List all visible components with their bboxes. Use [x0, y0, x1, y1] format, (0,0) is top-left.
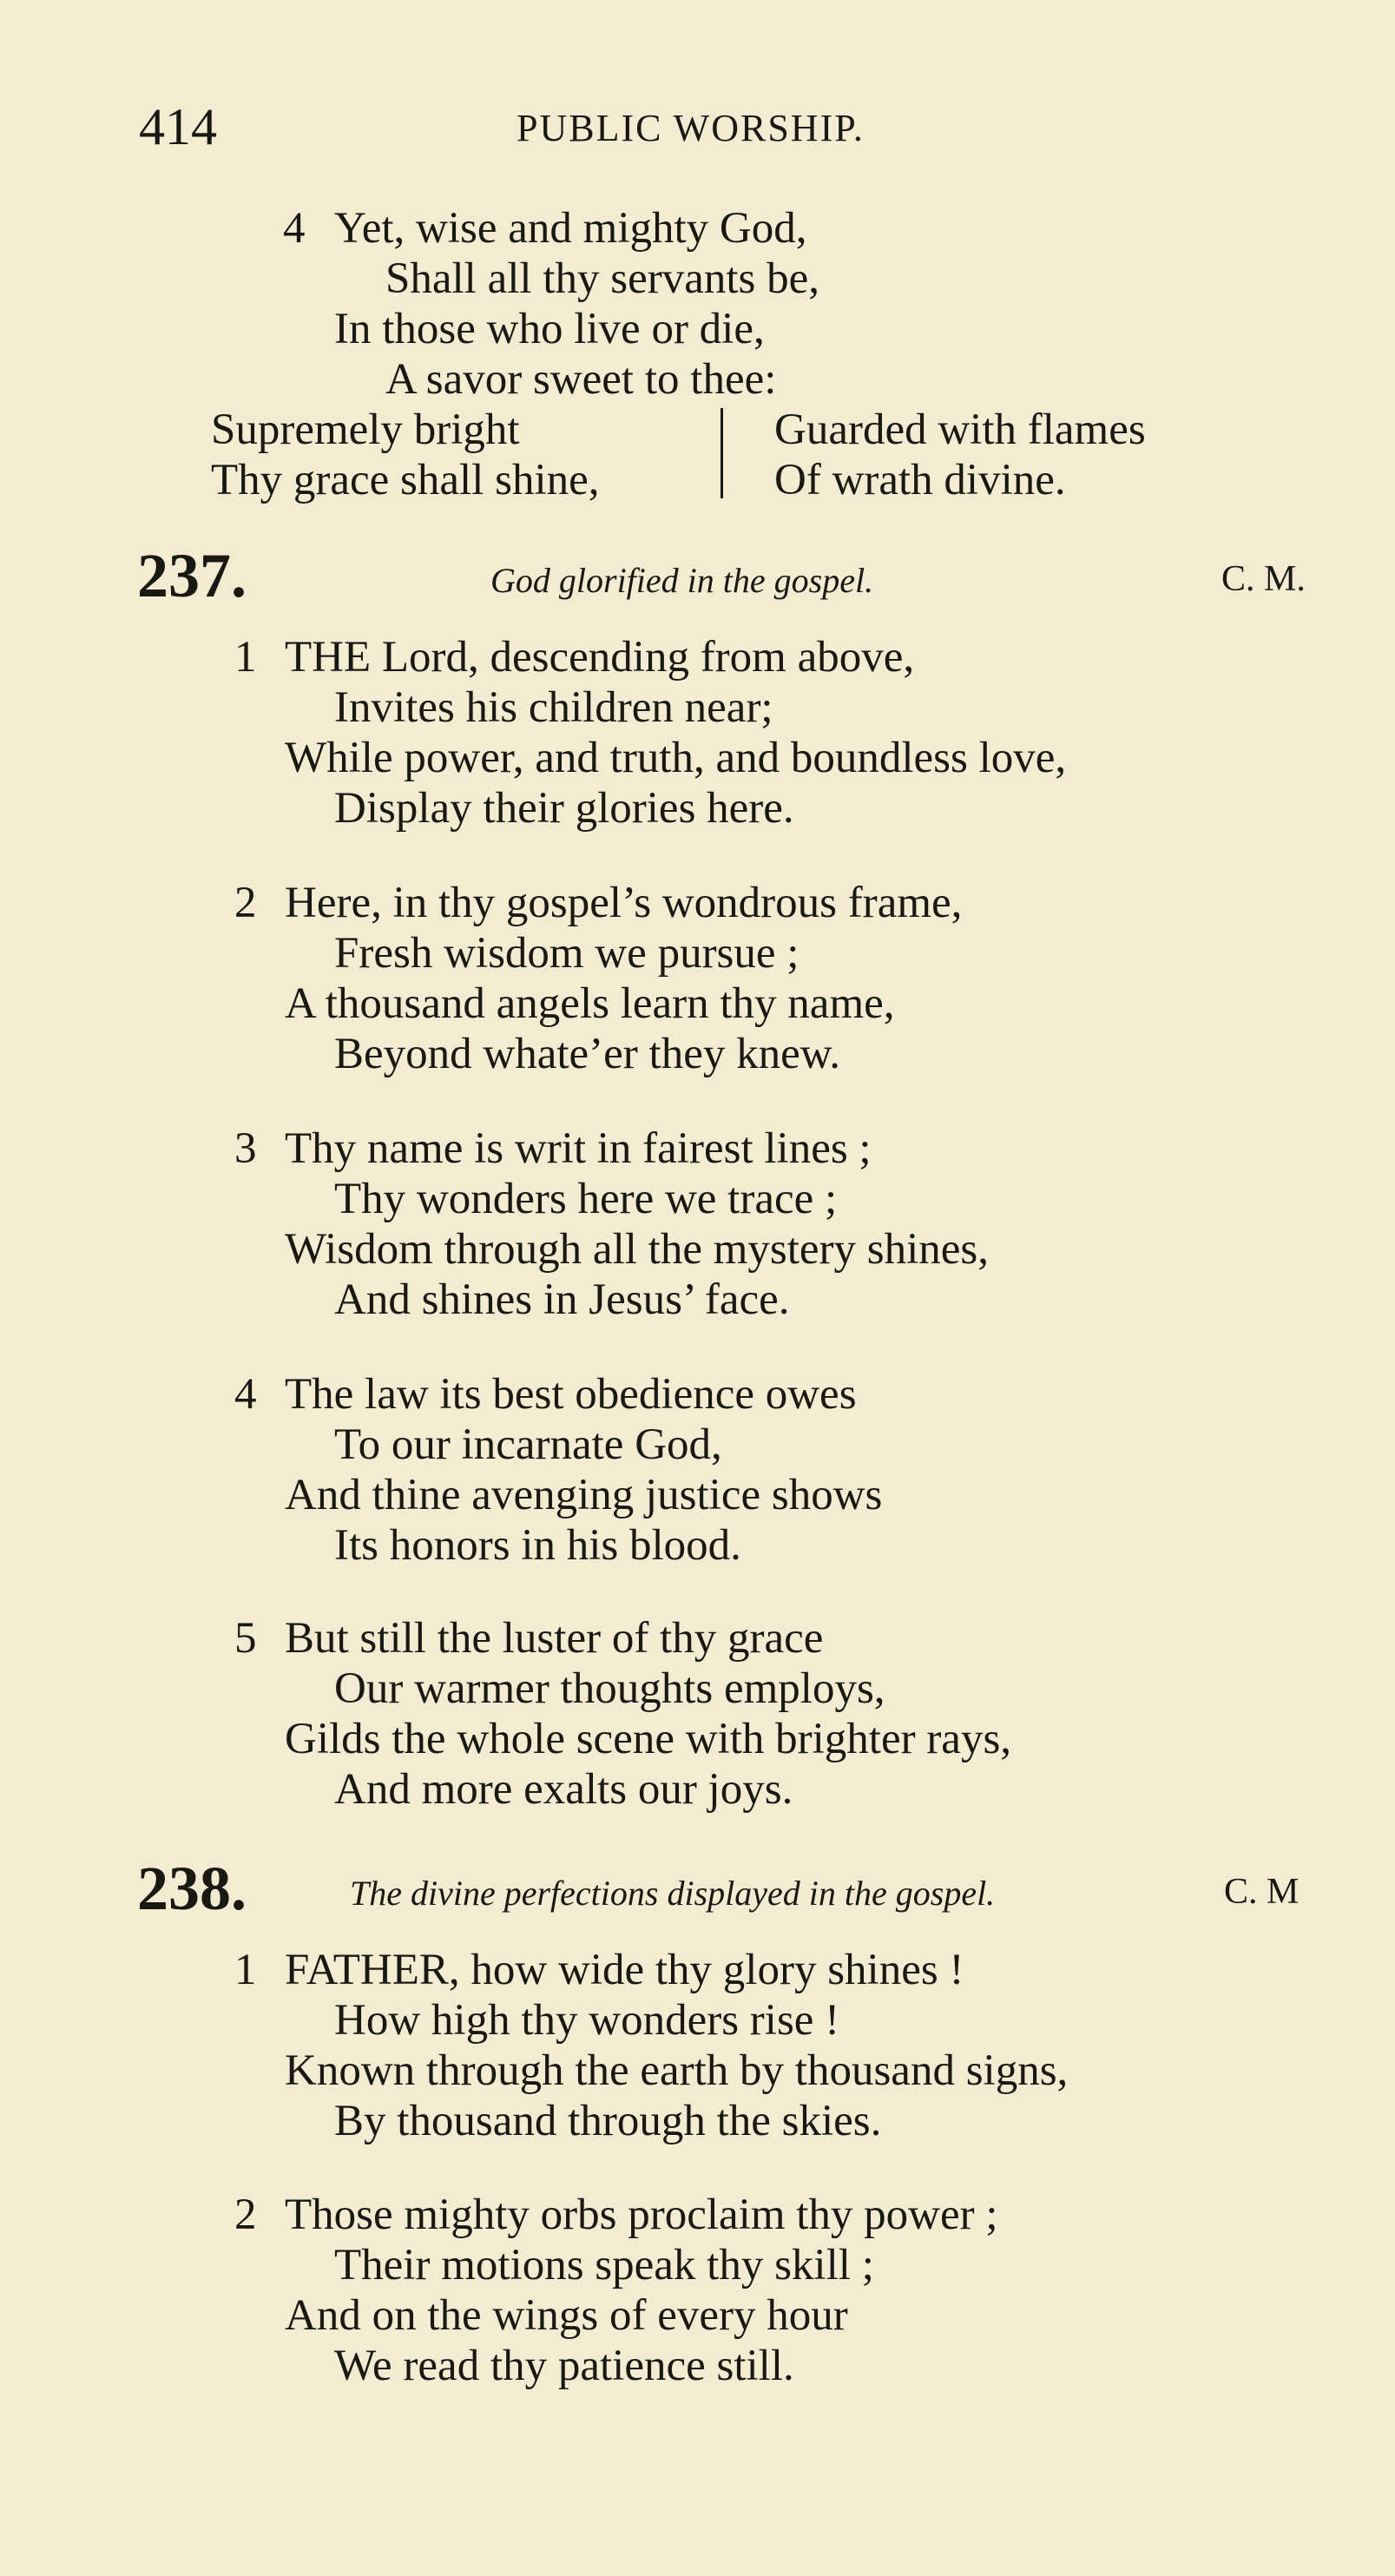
verse-line: But still the luster of thy grace [285, 1614, 824, 1663]
verse-line: Its honors in his blood. [334, 1521, 741, 1570]
verse-line: Thy name is writ in fairest lines ; [285, 1124, 872, 1173]
verse-line: By thousand through the skies. [334, 2097, 882, 2145]
verse-line: How high thy wonders rise ! [334, 1996, 840, 2045]
hymn-number: 238. [137, 1854, 247, 1923]
verse-line: Thy wonders here we trace ; [334, 1175, 838, 1223]
stanza-number: 4 [283, 204, 306, 253]
split-line-left: Thy grace shall shine, [211, 456, 600, 504]
stanza-number: 2 [234, 879, 257, 927]
verse-line: FATHER, how wide thy glory shines ! [285, 1946, 964, 1994]
running-title: PUBLIC WORSHIP. [517, 107, 865, 149]
verse-line: And more exalts our joys. [334, 1765, 793, 1814]
stanza-number: 2 [234, 2191, 257, 2239]
verse-line: The law its best obedience owes [285, 1370, 857, 1419]
split-line-right: Of wrath divine. [774, 456, 1066, 504]
verse-line: To our incarnate God, [334, 1420, 722, 1469]
stanza-number: 5 [234, 1614, 257, 1663]
verse-line: Shall all thy servants be, [385, 254, 819, 303]
hymn-title: The divine perfections displayed in the gospel. [350, 1874, 996, 1913]
verse-line: Wisdom through all the mystery shines, [285, 1225, 990, 1274]
stanza-number: 1 [234, 1946, 257, 1994]
verse-line: Beyond whate’er they knew. [334, 1030, 840, 1078]
verse-line: Display their glories here. [334, 784, 794, 833]
hymn-number: 237. [137, 541, 247, 610]
verse-line: We read thy patience still. [334, 2342, 794, 2390]
verse-line: Invites his children near; [334, 683, 773, 732]
verse-line: Our warmer thoughts employs, [334, 1664, 885, 1713]
page-number: 414 [139, 98, 217, 155]
verse-line: Yet, wise and mighty God, [334, 204, 807, 253]
verse-line: Gilds the whole scene with brighter rays, [285, 1715, 1012, 1763]
verse-line: In those who live or die, [334, 305, 765, 353]
verse-line: And on the wings of every hour [285, 2291, 848, 2340]
stanza-number: 1 [234, 633, 257, 682]
verse-line: A thousand angels learn thy name, [285, 979, 895, 1028]
verse-line: And shines in Jesus’ face. [334, 1275, 790, 1324]
verse-line: While power, and truth, and boundless love, [285, 734, 1067, 782]
verse-line: And thine avenging justice shows [285, 1471, 883, 1519]
verse-line: A savor sweet to thee: [385, 355, 777, 404]
stanza-number: 4 [234, 1370, 257, 1419]
split-line-left: Supremely bright [211, 405, 520, 454]
split-line-right: Guarded with flames [774, 405, 1146, 454]
verse-line: Known through the earth by thousand signs, [285, 2046, 1069, 2095]
hymn-meter: C. M [1224, 1872, 1300, 1912]
verse-line: THE Lord, descending from above, [285, 633, 915, 682]
stanza-number: 3 [234, 1124, 257, 1173]
hymn-title: God glorified in the gospel. [490, 561, 874, 600]
vertical-divider [721, 408, 723, 498]
hymn-meter: C. M. [1221, 559, 1306, 599]
verse-line: Here, in thy gospel’s wondrous frame, [285, 879, 963, 927]
verse-line: Their motions speak thy skill ; [334, 2241, 874, 2289]
verse-line: Fresh wisdom we pursue ; [334, 929, 799, 978]
verse-line: Those mighty orbs proclaim thy power ; [285, 2191, 998, 2239]
